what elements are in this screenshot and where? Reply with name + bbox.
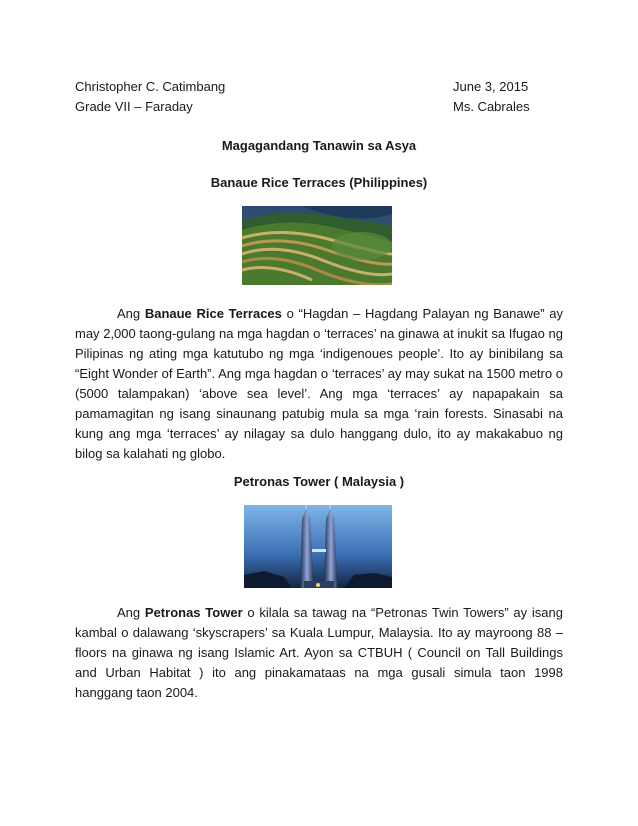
header-line-1 — [75, 78, 558, 96]
teacher-name: Ms. Cabrales — [453, 99, 530, 114]
main-title: Magagandang Tanawin sa Asya — [221, 138, 417, 153]
grade-section: Grade VII – Faraday — [75, 99, 193, 114]
section2-title: Petronas Tower ( Malaysia ) — [233, 474, 405, 489]
section1-body: o “Hagdan – Hagdang Palayan ng Banawe” ay may 2,000 taong-gulang na mga hagdan o ‘terraces’ na ginawa at inukit sa Ifugao ng Pilipinas ng ating mga katutubo ng mga ‘indigenoues people’. Ito ay binibilang sa “Eight Wonder of Earth”. Ang mga hagdan o ‘terraces’ ay may sukat na 1500 metro o (5000 talampakan) ‘above sea level’. Ang mga ‘terraces’ ay napapakain sa pamamagitan ng isang sinaunang patubig mula sa mga ‘rain forests. Sinasabi na kung ang mga ‘terraces’ ay nilagay sa dulo hanggang dulo, ito ay makakabuo ng bilog sa kalahati ng globo. — [75, 306, 564, 461]
rice-terraces-image — [242, 206, 392, 285]
section1-bold-term: Banaue Rice Terraces — [144, 306, 282, 321]
section1-paragraph: Ang Banaue Rice Terraces o “Hagdan – Hagdang Palayan ng Banawe” ay may 2,000 taong-gulang na mga hagdan o ‘terraces’ na ginawa at inukit sa Ifugao ng Pilipinas ng ating mga katutubo ng mga ‘indigenoues people’. Ito ay binibilang sa “Eight Wonder of Earth”. Ang mga hagdan o ‘terraces’ ay may sukat na 1500 metro o (5000 talampakan) ‘above sea level’. Ang mga ‘terraces’ ay napapakain sa pamamagitan ng isang sinaunang patubig mula sa mga ‘rain forests. Sinasabi na kung ang mga ‘terraces’ ay nilagay sa dulo hanggang dulo, ito ay makakabuo ng bilog sa kalahati ng globo. — [75, 306, 564, 461]
section1-title: Banaue Rice Terraces (Philippines) — [210, 175, 428, 190]
header-line-2 — [75, 98, 558, 116]
section2-paragraph: Ang Petronas Tower o kilala sa tawag na “Petronas Twin Towers” ay isang kambal o dalawang ‘skyscrapers’ sa Kuala Lumpur, Malaysia. Ito ay mayroong 88 – floors na ginawa ng isang Islamic Art. Ayon sa CTBUH ( Council on Tall Buildings and Urban Habitat ) ito ang pinakamataas na mga gusali simula taon 1998 hanggang taon 2004. — [75, 605, 563, 700]
document-date: June 3, 2015 — [453, 79, 529, 94]
section2-body: o kilala sa tawag na “Petronas Twin Towers” ay isang kambal o dalawang ‘skyscrapers’ sa Kuala Lumpur, Malaysia. Ito ay mayroong 88 – floors na ginawa ng isang Islamic Art. Ayon sa CTBUH ( Council on Tall Buildings and Urban Habitat ) ito ang pinakamataas na mga gusali simula taon 1998 hanggang taon 2004. — [75, 605, 563, 700]
student-name: Christopher C. Catimbang — [75, 79, 226, 94]
section2-bold-term: Petronas Tower — [144, 605, 243, 620]
petronas-towers-image — [244, 505, 392, 588]
